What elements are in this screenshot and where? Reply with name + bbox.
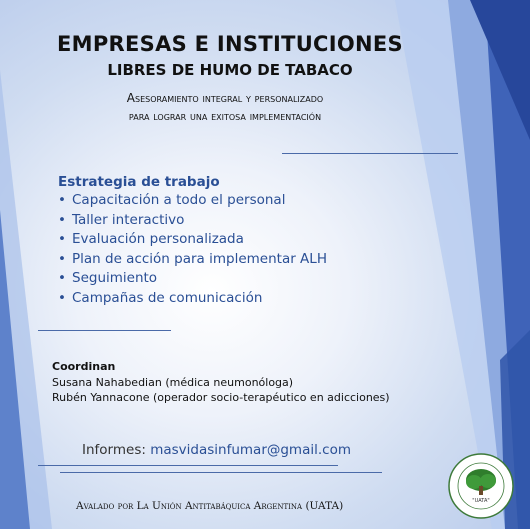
endorsement-text: Avalado por La Unión Antitabáquica Argentina (UATA) bbox=[76, 500, 344, 512]
divider-top bbox=[282, 153, 458, 154]
coordinator-2: Rubén Yannacone (operador socio-terapéutico en adicciones) bbox=[52, 391, 390, 404]
strategy-heading: Estrategia de trabajo bbox=[58, 174, 220, 190]
strategy-item: • Campañas de comunicación bbox=[58, 289, 263, 306]
divider-middle bbox=[38, 330, 171, 331]
strategy-item: • Capacitación a todo el personal bbox=[58, 192, 286, 208]
page-title: EMPRESAS E INSTITUCIONES bbox=[57, 32, 403, 56]
divider-bottom-1 bbox=[38, 465, 338, 466]
seal-text: "UATA" bbox=[472, 498, 490, 504]
contact-line bbox=[82, 442, 351, 458]
strategy-item: • Evaluación personalizada bbox=[58, 231, 244, 247]
page-subtitle: LIBRES DE HUMO DE TABACO bbox=[107, 61, 353, 79]
coordinator-1: Susana Nahabedian (médica neumonóloga) bbox=[52, 376, 294, 389]
contact-email-link[interactable]: masvidasinfumar@gmail.com bbox=[150, 442, 351, 458]
strategy-item: • Seguimiento bbox=[58, 270, 158, 286]
contact-label: Informes: bbox=[82, 442, 146, 458]
strategy-item: • Taller interactivo bbox=[58, 211, 185, 228]
coordinators-title: Coordinan bbox=[52, 360, 116, 373]
tagline-line-1: Asesoramiento integral y personalizado bbox=[126, 91, 324, 105]
uata-seal bbox=[448, 453, 514, 519]
strategy-item: • Plan de acción para implementar ALH bbox=[58, 250, 327, 267]
tagline-line-2: para lograr una exitosa implementación bbox=[128, 109, 322, 123]
strategy-list bbox=[58, 191, 327, 308]
divider-bottom-2 bbox=[60, 472, 382, 473]
